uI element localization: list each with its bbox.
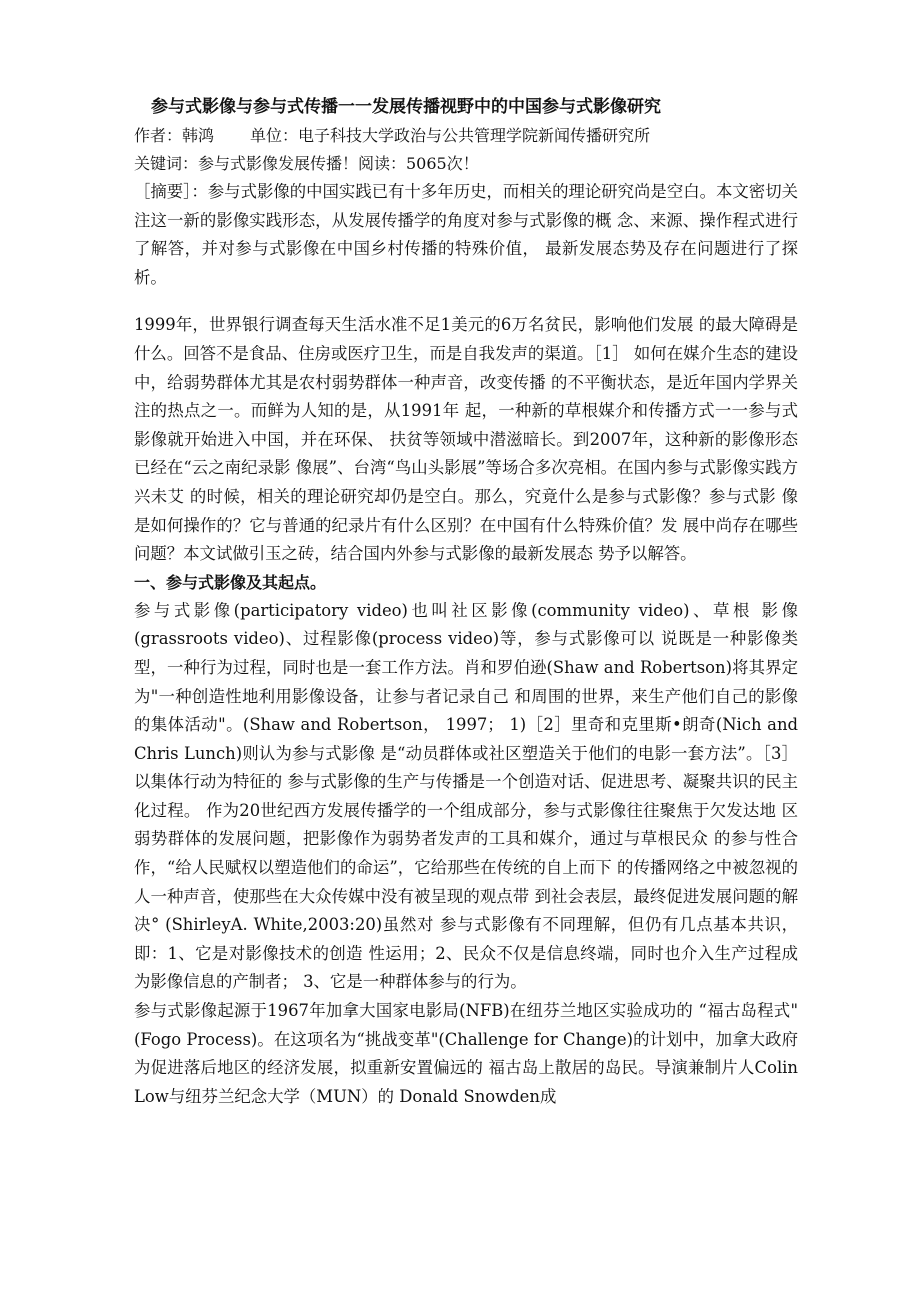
article-title: 参与式影像与参与式传播一一发展传播视野中的中国参与式影像研究 <box>151 97 661 117</box>
author-label: 作者：韩鸿 <box>134 126 215 145</box>
author-line <box>134 122 798 150</box>
body-paragraph: 参与式影像(participatory video)也叫社区影像(community video)、草根 影像(grassroots video)、过程影像(process video)等，参与式影像可以 说既是一种影像类型，一种行为过程，同时也是一套工作方法。肖和罗伯逊(Shaw and Robertson)将其界定为"一种创造性地利用影像设备，让参与者记录自己 和周围的世界，来生产他们自己的影像的集体活动"。(Shaw and Robertson， 1997； 1)［2］里奇和克里斯•朗奇(Nich and Chris Lunch)则认为参与式影像 是“动员群体或社区塑造关于他们的电影一套方法”。［3］以集体行动为特征的 参与式影像的生产与传播是一个创造对话、促进思考、凝聚共识的民主化过程。 作为20世纪西方发展传播学的一个组成部分，参与式影像往往聚焦于欠发达地 区弱势群体的发展问题，把影像作为弱势者发声的工具和媒介，通过与草根民众 的参与性合作，“给人民赋权以塑造他们的命运”，它给那些在传统的自上而下 的传播网络之中被忽视的人一种声音，使那些在大众传媒中没有被呈现的观点带 到社会表层，最终促进发展问题的解决° (ShirleyA. White,2003:20)虽然对 参与式影像有不同理解，但仍有几点基本共识，即：1、它是对影像技术的创造 性运用；2、民众不仅是信息终端，同时也介入生产过程成为影像信息的产制者； 3、它是一种群体参与的行为。 <box>134 600 798 992</box>
keywords-line: 关键词：参与式影像发展传播！阅读：5065次！ <box>134 154 479 173</box>
document-page <box>134 92 798 1111</box>
unit-label: 单位：电子科技大学政治与公共管理学院新闻传播研究所 <box>250 126 651 145</box>
body-paragraph: 参与式影像起源于1967年加拿大国家电影局(NFB)在纽芬兰地区实验成功的 “福古岛程式"(Fogo Process)。在这项名为“挑战变革"(Challenge for Change)的计划中，加拿大政府为促进落后地区的经济发展，拟重新安置偏远的 福古岛上散居的岛民。导演兼制片人Colin Low与纽芬兰纪念大学（MUN）的 Donald Snowden成 <box>134 1001 798 1106</box>
section-heading: 一、参与式影像及其起点。 <box>134 572 327 592</box>
intro-paragraph: 1999年，世界银行调查每天生活水准不足1美元的6万名贫民，影响他们发展 的最大障碍是什么。回答不是食品、住房或医疗卫生，而是自我发声的渠道。［1］ 如何在媒介生态的建设中，给弱势群体尤其是农村弱势群体一种声音，改变传播 的不平衡状态，是近年国内学界关注的热点之一。而鲜为人知的是，从1991年 起，一种新的草根媒介和传播方式一一参与式影像就开始进入中国，并在环保、 扶贫等领域中潜滋暗长。到2007年，这种新的影像形态已经在“云之南纪录影 像展”、台湾“鸟山头影展”等场合多次亮相。在国内参与式影像实践方兴未艾 的时候，相关的理论研究却仍是空白。那么，究竟什么是参与式影像？参与式影 像是如何操作的？它与普通的纪录片有什么区别？在中国有什么特殊价值？发 展中尚存在哪些问题？本文试做引玉之砖，结合国内外参与式影像的最新发展态 势予以解答。 <box>134 315 798 564</box>
abstract-paragraph: ［摘要］：参与式影像的中国实践已有十多年历史，而相关的理论研究尚是空白。本文密切关注这一新的影像实践形态，从发展传播学的角度对参与式影像的概 念、来源、操作程式进行了解答，并对参与式影像在中国乡村传播的特殊价值， 最新发展态势及存在问题进行了探析。 <box>134 182 798 287</box>
